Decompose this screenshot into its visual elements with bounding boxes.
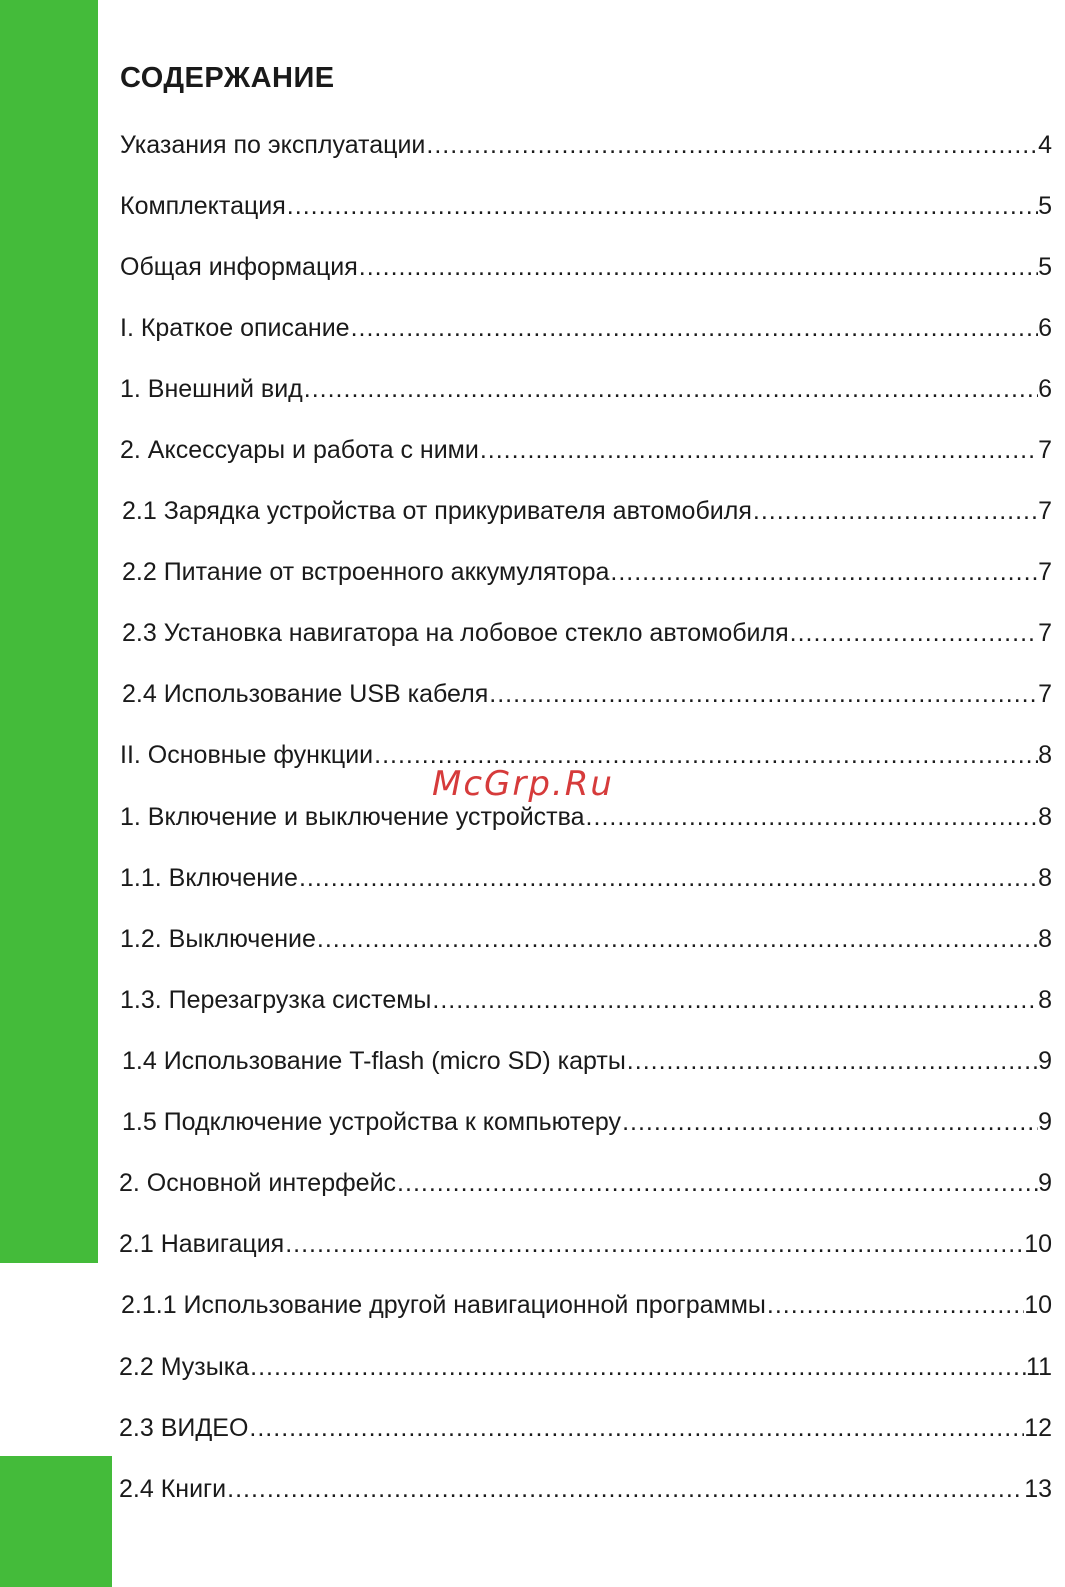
toc-item-label: 1.1. Включение [120,864,298,892]
toc-leader-dots [609,557,1038,587]
toc-item-label: 2.2 Музыка [119,1353,250,1381]
toc-item-label: 2.2 Питание от встроенного аккумулятора [122,558,610,586]
toc-item-label: Общая информация [120,253,358,281]
toc-leader-dots [766,1290,1024,1320]
toc-leader-dots [248,1413,1024,1443]
toc-item-page: 4 [1038,131,1052,159]
toc-leader-dots [298,863,1038,893]
toc-item-label: 2.1 Зарядка устройства от прикуривателя автомобиля [122,497,752,525]
toc-item[interactable] [120,242,1052,282]
toc-item[interactable] [119,1342,1052,1382]
toc-item-label: 1.5 Подключение устройства к компьютеру [122,1108,622,1136]
toc-item[interactable] [122,1036,1052,1076]
toc-leader-dots [431,985,1038,1015]
toc-item-page: 5 [1038,253,1052,281]
toc-item[interactable] [120,120,1052,160]
toc-item-page: 8 [1038,803,1052,831]
toc-item-page: 11 [1026,1353,1052,1381]
toc-item-page: 9 [1038,1108,1052,1136]
toc-item-page: 5 [1038,192,1052,220]
toc-item[interactable] [119,1464,1052,1504]
toc-item-label: 1.4 Использование T-flash (micro SD) карты [122,1047,626,1075]
toc-item-label: I. Краткое описание [120,314,350,342]
toc-item-label: 2.1 Навигация [119,1230,285,1258]
toc-item[interactable] [122,669,1052,709]
toc-leader-dots [425,130,1038,160]
toc-item-page: 12 [1024,1414,1052,1442]
toc-leader-dots [249,1352,1026,1382]
toc-item-page: 8 [1038,741,1052,769]
toc-leader-dots [303,374,1038,404]
toc-leader-dots [226,1474,1024,1504]
toc-item[interactable] [122,1097,1052,1137]
page-title: СОДЕРЖАНИЕ [120,62,335,94]
toc-item-label: 2.3 Установка навигатора на лобовое стекло автомобиля [122,619,789,647]
toc-item-page: 13 [1024,1475,1052,1503]
toc-item-page: 8 [1038,864,1052,892]
toc-leader-dots [358,252,1038,282]
toc-item-page: 7 [1038,436,1052,464]
toc-item[interactable] [122,486,1052,526]
toc-item[interactable] [120,181,1052,221]
toc-leader-dots [626,1046,1038,1076]
toc-item-label: Комплектация [120,192,286,220]
toc-leader-dots [479,435,1038,465]
toc-item-page: 10 [1024,1230,1052,1258]
toc-item-label: 1. Включение и выключение устройства [120,803,585,831]
watermark: McGrp.Ru [432,764,614,804]
toc-leader-dots [752,496,1038,526]
toc-item-label: 1.2. Выключение [120,925,316,953]
toc-item-label: II. Основные функции [120,741,374,769]
toc-item[interactable] [120,853,1052,893]
toc-item-page: 7 [1038,680,1052,708]
toc-item[interactable] [122,608,1052,648]
toc-item[interactable] [119,1403,1052,1443]
toc-leader-dots [396,1168,1038,1198]
toc-item-page: 7 [1038,558,1052,586]
toc-item[interactable] [122,547,1052,587]
toc-item-page: 8 [1038,925,1052,953]
toc-leader-dots [284,1229,1024,1259]
toc-item-page: 7 [1038,497,1052,525]
toc-item[interactable] [120,425,1052,465]
toc-item[interactable] [120,364,1052,404]
toc-item-page: 6 [1038,375,1052,403]
toc-item-label: Указания по эксплуатации [120,131,426,159]
toc-item[interactable] [120,303,1052,343]
toc-item-page: 6 [1038,314,1052,342]
toc-item-page: 7 [1038,619,1052,647]
toc-item-page: 9 [1038,1169,1052,1197]
toc-leader-dots [585,802,1039,832]
toc-leader-dots [621,1107,1038,1137]
toc-leader-dots [789,618,1038,648]
toc-item-page: 10 [1024,1291,1052,1319]
toc-item[interactable] [120,914,1052,954]
toc-item[interactable] [121,1280,1052,1320]
toc-item-label: 2. Аксессуары и работа с ними [120,436,479,464]
toc-item-label: 1.3. Перезагрузка системы [120,986,432,1014]
toc-leader-dots [316,924,1038,954]
toc-item[interactable] [119,1219,1052,1259]
toc-item[interactable] [119,1158,1052,1198]
toc-item-page: 8 [1038,986,1052,1014]
toc-item-page: 9 [1038,1047,1052,1075]
toc-leader-dots [350,313,1039,343]
toc-leader-dots [286,191,1038,221]
toc-item-label: 1. Внешний вид [120,375,303,403]
toc-item-label: 2.4 Книги [119,1475,227,1503]
toc-item-label: 2.1.1 Использование другой навигационной программы [121,1291,766,1319]
toc-item[interactable] [120,975,1052,1015]
toc-item-label: 2. Основной интерфейс [119,1169,397,1197]
toc-item-label: 2.3 ВИДЕО [119,1414,249,1442]
toc-item-label: 2.4 Использование USB кабеля [122,680,489,708]
toc-leader-dots [488,679,1038,709]
